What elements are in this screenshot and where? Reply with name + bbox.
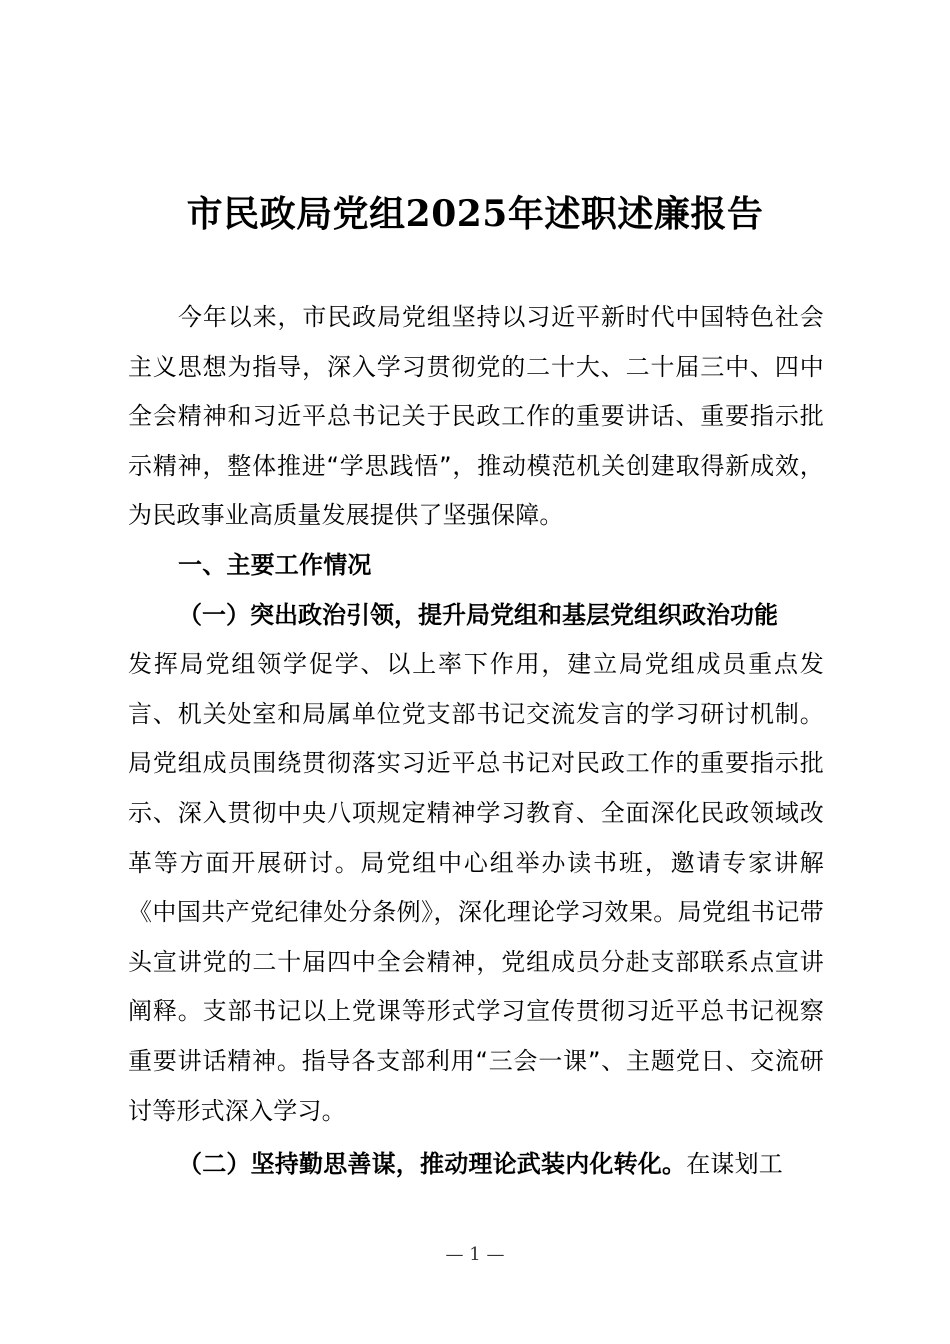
subsection-heading-theory: （二）坚持勤思善谋，推动理论武装内化转化。 <box>178 1150 687 1179</box>
document-body <box>128 293 824 1190</box>
section-heading-main-work: 一、主要工作情况 <box>178 550 372 579</box>
subsection-paragraph-theory <box>128 1140 824 1190</box>
document-title: 市民政局党组2025年述职述廉报告 <box>186 193 764 235</box>
page-number: — 1 — <box>445 1244 505 1265</box>
intro-paragraph: 今年以来，市民政局党组坚持以习近平新时代中国特色社会主义思想为指导，深入学习贯彻党的二十大、二十届三中、四中全会精神和习近平总书记关于民政工作的重要讲话、重要指示批示精神，整体推进“学思践悟”，推动模范机关创建取得新成效，为民政事业高质量发展提供了坚强保障。 <box>128 303 824 530</box>
subsection-body-theory: 在谋划工 <box>686 1150 784 1179</box>
subsection-heading-political-leadership: （一）突出政治引领，提升局党组和基层党组织政治功能 <box>178 600 778 629</box>
subsection-body-political-leadership: 发挥局党组领学促学、以上率下作用，建立局党组成员重点发言、机关处室和局属单位党支部书记交流发言的学习研讨机制。局党组成员围绕贯彻落实习近平总书记对民政工作的重要指示批示、深入贯彻中央八项规定精神学习教育、全面深化民政领域改革等方面开展研讨。局党组中心组举办读书班，邀请专家讲解《中国共产党纪律处分条例》，深化理论学习效果。局党组书记带头宣讲党的二十届四中全会精神，党组成员分赴支部联系点宣讲阐释。支部书记以上党课等形式学习宣传贯彻习近平总书记视察重要讲话精神。指导各支部利用“三会一课”、主题党日、交流研讨等形式深入学习。 <box>128 650 824 1125</box>
